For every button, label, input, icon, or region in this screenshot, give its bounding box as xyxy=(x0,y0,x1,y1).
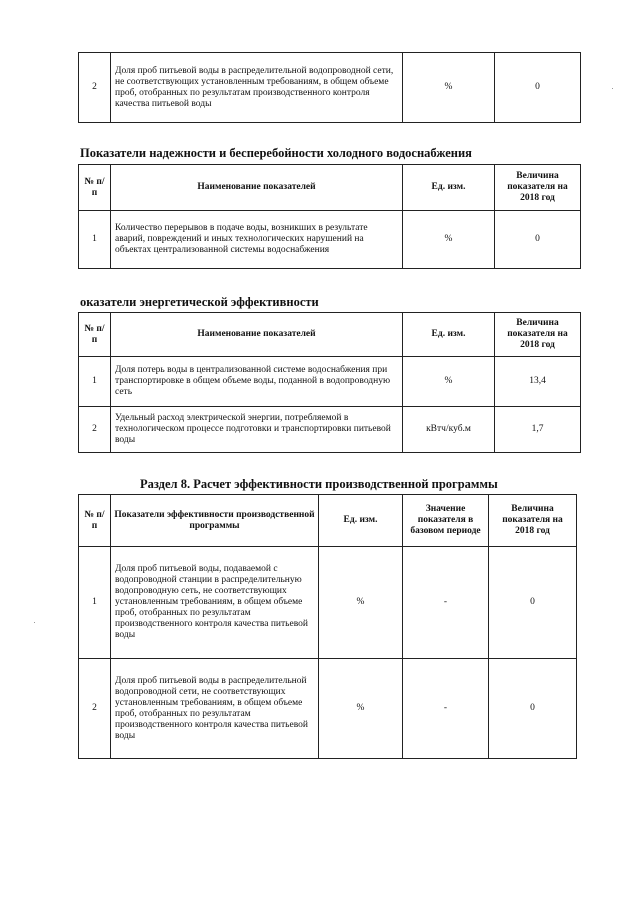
indicator-name: Количество перерывов в подаче воды, возникших в результате аварий, повреждений и иных технологических нарушений на объектах централизованной системы водоснабжения xyxy=(111,211,403,269)
table-row xyxy=(79,211,581,269)
base-value-cell: - xyxy=(403,659,489,759)
row-number: 1 xyxy=(79,547,111,659)
value-cell: 0 xyxy=(489,659,577,759)
scan-speck xyxy=(612,88,613,89)
header-base: Значение показателя в базовом периоде xyxy=(403,495,489,547)
table-header-row xyxy=(79,165,581,211)
section-title-energy: оказатели энергетической эффективности xyxy=(80,295,319,309)
table-header-row xyxy=(79,313,581,357)
section8-table xyxy=(78,494,577,759)
value-cell: 0 xyxy=(489,547,577,659)
header-name: Показатели эффективности производственной программы xyxy=(111,495,319,547)
value-cell: 0 xyxy=(495,211,581,269)
row-number: 1 xyxy=(79,357,111,407)
table-row xyxy=(79,53,581,123)
table-header-row xyxy=(79,495,577,547)
unit-cell: % xyxy=(403,53,495,123)
header-value: Величина показателя на 2018 год xyxy=(495,165,581,211)
base-value-cell: - xyxy=(403,547,489,659)
header-unit: Ед. изм. xyxy=(319,495,403,547)
unit-cell: % xyxy=(403,357,495,407)
header-num: № п/п xyxy=(79,495,111,547)
top-table xyxy=(78,52,581,123)
row-number: 2 xyxy=(79,53,111,123)
reliability-table xyxy=(78,164,581,269)
indicator-name: Доля потерь воды в централизованной системе водоснабжения при транспортировке в общем объеме воды, поданной в водопроводную сеть xyxy=(111,357,403,407)
value-cell: 1,7 xyxy=(495,407,581,453)
section-title-reliability: Показатели надежности и бесперебойности холодного водоснабжения xyxy=(80,146,472,160)
row-number: 2 xyxy=(79,407,111,453)
value-cell: 13,4 xyxy=(495,357,581,407)
header-unit: Ед. изм. xyxy=(403,165,495,211)
indicator-name: Удельный расход электрической энергии, потребляемой в технологическом процессе подготовки и транспортировки питьевой воды xyxy=(111,407,403,453)
header-unit: Ед. изм. xyxy=(403,313,495,357)
unit-cell: кВтч/куб.м xyxy=(403,407,495,453)
table-row xyxy=(79,659,577,759)
header-num: № п/п xyxy=(79,313,111,357)
unit-cell: % xyxy=(403,211,495,269)
scan-speck xyxy=(34,622,35,623)
section-title-section8: Раздел 8. Расчет эффективности производственной программы xyxy=(140,477,498,491)
unit-cell: % xyxy=(319,659,403,759)
header-num: № п/п xyxy=(79,165,111,211)
table-row xyxy=(79,547,577,659)
unit-cell: % xyxy=(319,547,403,659)
row-number: 1 xyxy=(79,211,111,269)
table-row xyxy=(79,357,581,407)
indicator-name: Доля проб питьевой воды в распределительной водопроводной сети, не соответствующих установленным требованиям, в общем объеме проб, отобранных по результатам производственного контроля качества питьевой воды xyxy=(111,659,319,759)
header-value: Величина показателя на 2018 год xyxy=(489,495,577,547)
energy-table xyxy=(78,312,581,453)
indicator-name: Доля проб питьевой воды в распределительной водопроводной сети, не соответствующих установленным требованиям, в общем объеме проб, отобранных по результатам производственного контроля качества питьевой воды xyxy=(111,53,403,123)
header-name: Наименование показателей xyxy=(111,165,403,211)
header-value: Величина показателя на 2018 год xyxy=(495,313,581,357)
value-cell: 0 xyxy=(495,53,581,123)
table-row xyxy=(79,407,581,453)
header-name: Наименование показателей xyxy=(111,313,403,357)
indicator-name: Доля проб питьевой воды, подаваемой с водопроводной станции в распределительную водопроводную сеть, не соответствующих установленным требованиям, в общем объеме проб, отобранных по результатам производственного контроля качества питьевой воды xyxy=(111,547,319,659)
row-number: 2 xyxy=(79,659,111,759)
